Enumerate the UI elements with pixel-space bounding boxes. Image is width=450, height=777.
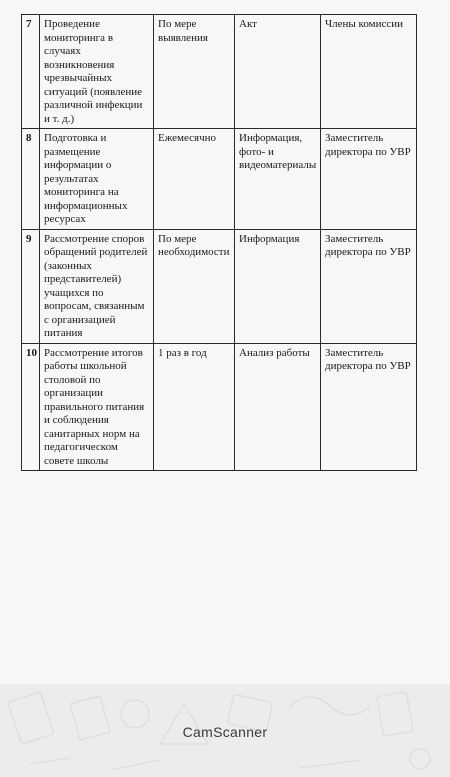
term-cell: По мере необходимости — [154, 229, 235, 343]
form-cell: Акт — [235, 15, 321, 129]
responsible-cell: Заместитель директора по УВР — [321, 343, 417, 471]
monitoring-plan-table — [21, 14, 417, 471]
table-row — [22, 229, 417, 343]
camscanner-watermark-bar — [0, 684, 450, 777]
responsible-cell: Заместитель директора по УВР — [321, 129, 417, 230]
responsible-cell: Члены комиссии — [321, 15, 417, 129]
responsible-cell: Заместитель директора по УВР — [321, 229, 417, 343]
table-row — [22, 15, 417, 129]
activity-cell: Рассмотрение споров обращений родителей (законных представителей) учащихся по вопросам, связанным с организацией питания — [40, 229, 154, 343]
form-cell: Информация, фото- и видеоматериалы — [235, 129, 321, 230]
form-cell: Анализ работы — [235, 343, 321, 471]
row-number: 10 — [22, 343, 40, 471]
activity-cell: Рассмотрение итогов работы школьной столовой по организации правильного питания и соблюдения санитарных норм на педагогическом совете школы — [40, 343, 154, 471]
brand-label: CamScanner — [182, 724, 268, 740]
activity-cell: Подготовка и размещение информации о результатах мониторинга на информационных ресурсах — [40, 129, 154, 230]
table-row — [22, 129, 417, 230]
row-number: 8 — [22, 129, 40, 230]
term-cell: 1 раз в год — [154, 343, 235, 471]
row-number: 9 — [22, 229, 40, 343]
row-number: 7 — [22, 15, 40, 129]
form-cell: Информация — [235, 229, 321, 343]
table-row — [22, 343, 417, 471]
activity-cell: Проведение мониторинга в случаях возникновения чрезвычайных ситуаций (появление различной инфекции и т. д.) — [40, 15, 154, 129]
term-cell: По мере выявления — [154, 15, 235, 129]
term-cell: Ежемесячно — [154, 129, 235, 230]
